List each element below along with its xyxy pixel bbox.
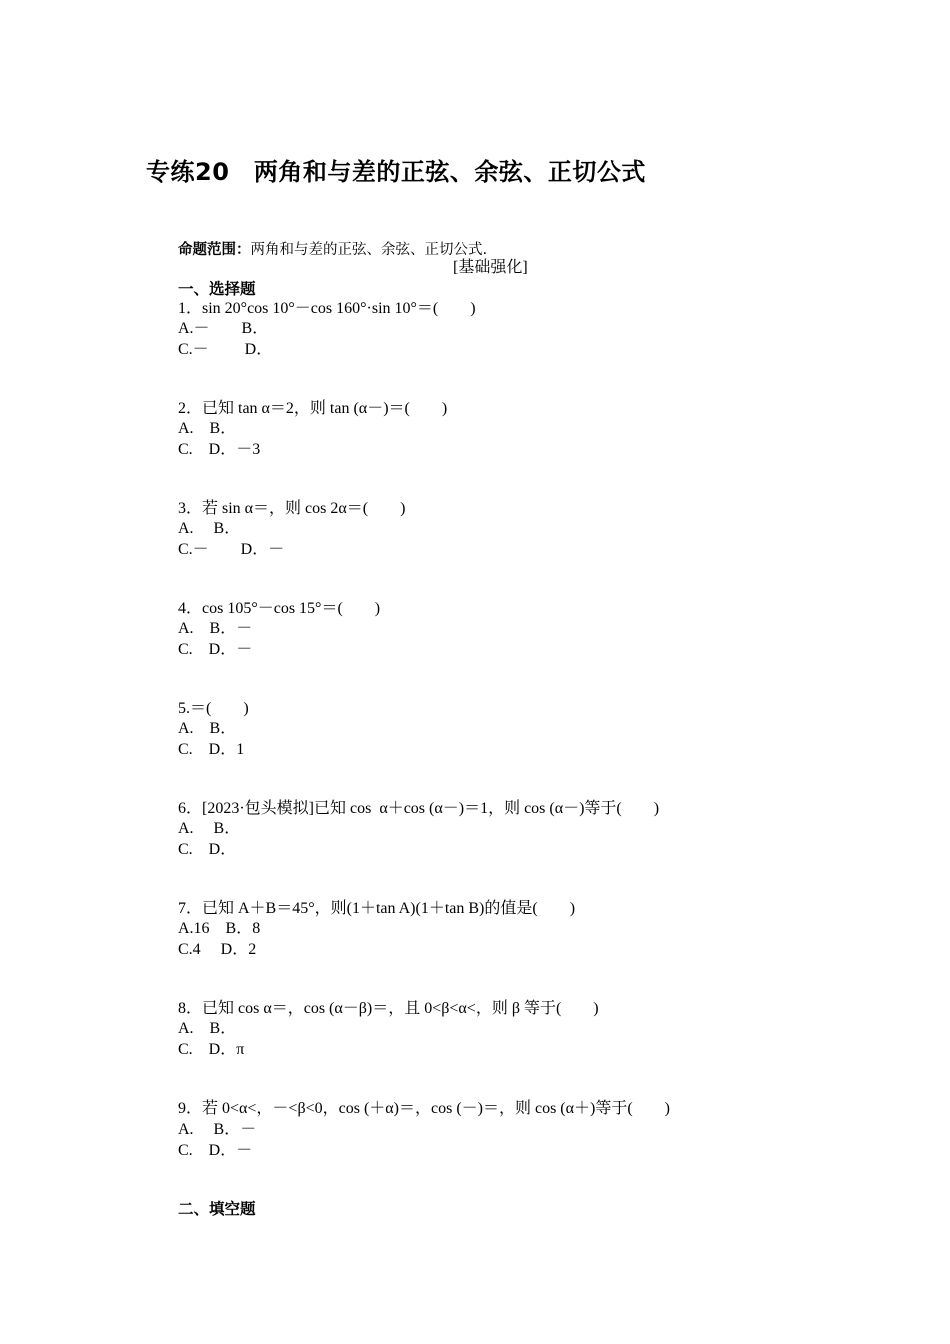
- section-heading-fill: 二、填空题: [178, 1200, 256, 1218]
- section-heading-choice: 一、选择题: [178, 280, 256, 298]
- page-title: 专练20 两角和与差的正弦、余弦、正切公式: [146, 158, 646, 186]
- question-options-ab: A.－ B．: [178, 320, 269, 337]
- scope-text: 两角和与差的正弦、余弦、正切公式.: [250, 242, 488, 258]
- question-options-cd: C. D．: [178, 841, 237, 858]
- question-stem: 1．sin 20°cos 10°－cos 160°·sin 10°＝( ): [178, 300, 476, 317]
- question-options-ab: A. B．－: [178, 620, 253, 637]
- question-stem: 6．[2023·包头模拟]已知 cos α＋cos (α－)＝1，则 cos (α－)等于( ): [178, 800, 660, 817]
- question-stem: 5.＝( ): [178, 700, 249, 717]
- scope-label: 命题范围：: [178, 242, 251, 258]
- question-options-cd: C. D．－: [178, 1142, 253, 1159]
- question-options-cd: C.－ D．: [178, 341, 273, 358]
- question-options-cd: C. D．π: [178, 1041, 245, 1058]
- question-options-ab: A. B．: [178, 520, 241, 537]
- question-options-cd: C. D．－3: [178, 441, 261, 458]
- question-options-ab: A. B．: [178, 1020, 237, 1037]
- question-options-ab: A. B．: [178, 720, 237, 737]
- question-options-cd: C.－ D．－: [178, 541, 285, 558]
- question-stem: 4．cos 105°－cos 15°＝( ): [178, 600, 381, 617]
- question-stem: 2．已知 tan α＝2，则 tan (α－)＝( ): [178, 400, 448, 417]
- question-stem: 7．已知 A＋B＝45°，则(1＋tan A)(1＋tan B)的值是( ): [178, 900, 576, 917]
- question-options-ab: A. B．: [178, 820, 241, 837]
- question-options-ab: A. B．: [178, 420, 237, 437]
- section-tag: [基础强化]: [453, 259, 528, 276]
- question-options-cd: C.4 D．2: [178, 941, 257, 958]
- question-stem: 9．若 0<α<，－<β<0，cos (＋α)＝，cos (－)＝，则 cos (α＋)等于( ): [178, 1100, 670, 1117]
- question-options-ab: A.16 B．8: [178, 920, 261, 937]
- question-options-cd: C. D．1: [178, 741, 245, 758]
- question-stem: 8．已知 cos α＝，cos (α－β)＝，且 0<β<α<，则 β 等于( ): [178, 1000, 599, 1017]
- question-stem: 3．若 sin α＝，则 cos 2α＝( ): [178, 500, 406, 517]
- question-options-cd: C. D．－: [178, 641, 253, 658]
- question-options-ab: A. B．－: [178, 1121, 257, 1138]
- scope-line: [178, 240, 487, 260]
